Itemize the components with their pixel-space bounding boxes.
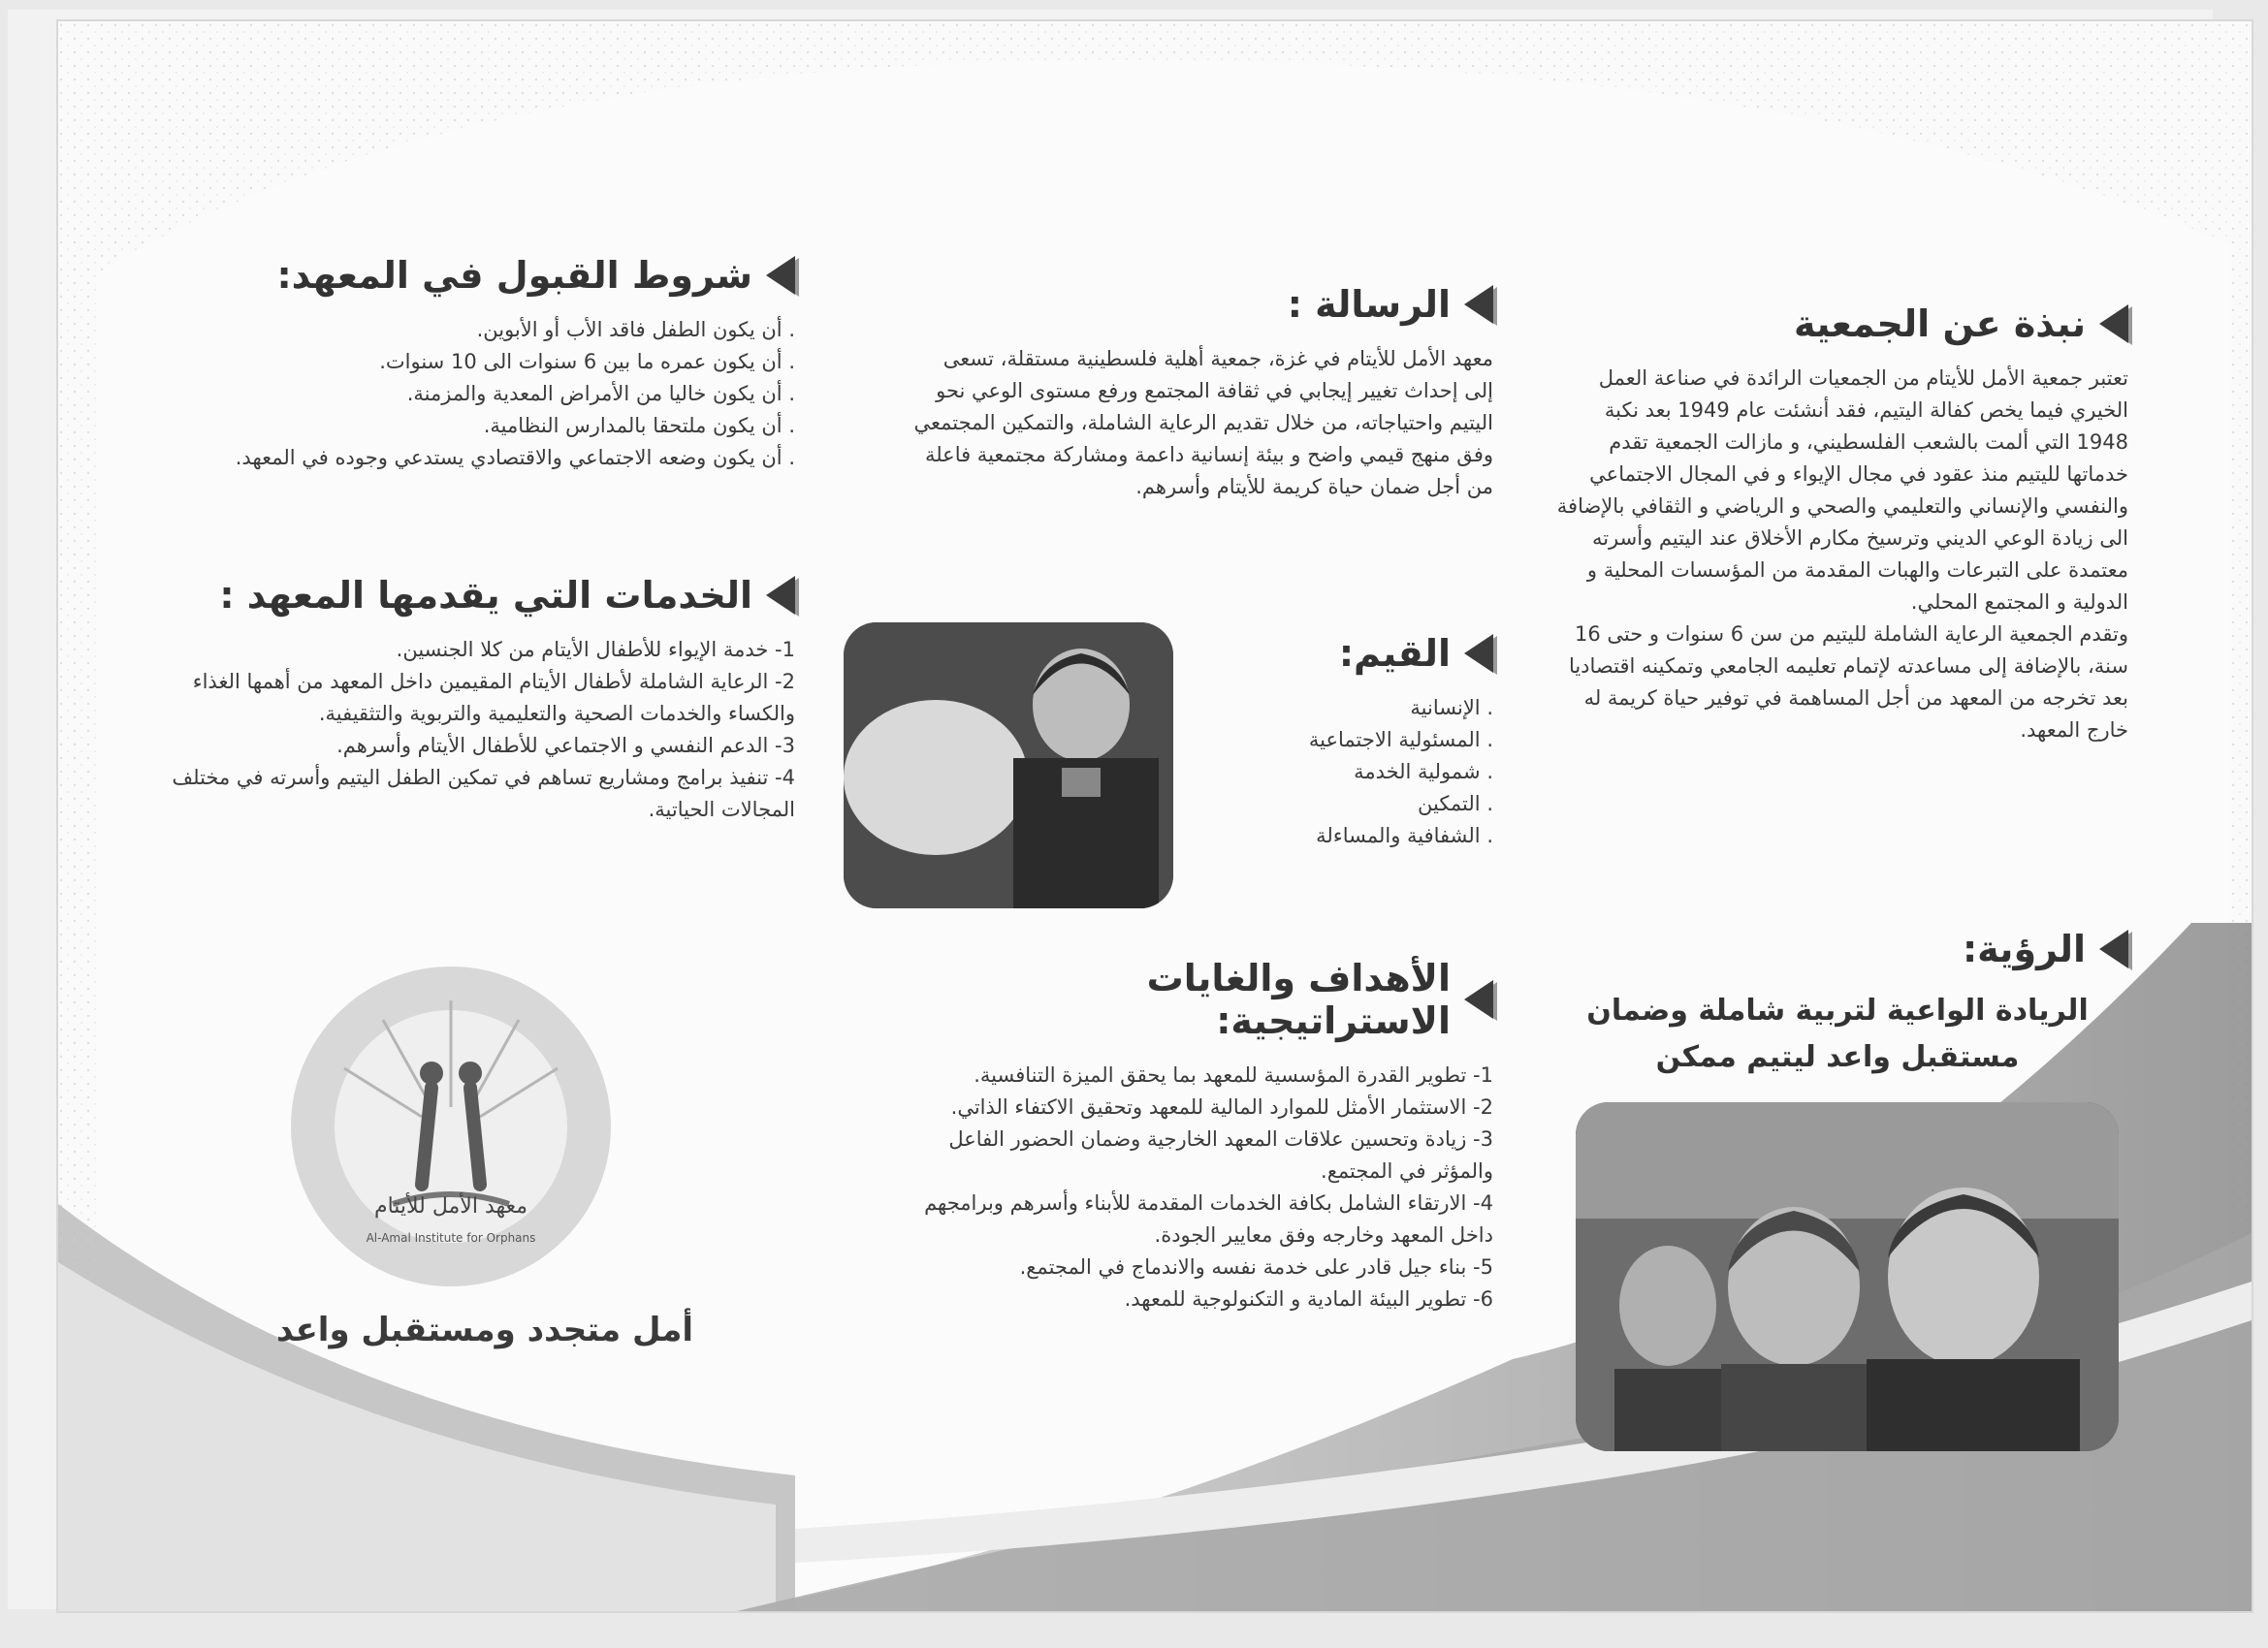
about-heading	[1547, 302, 2128, 345]
logo-arabic-name: معهد الأمل للأيتام	[373, 1194, 528, 1219]
mission-heading	[911, 283, 1493, 326]
goals-list	[911, 1060, 1493, 1315]
boy-photo	[844, 622, 1173, 908]
mission-text: معهد الأمل للأيتام في غزة، جمعية أهلية فلسطينية مستقلة، تسعى إلى إحداث تغيير إيجابي في ثقافة المجتمع ورفع مستوى الوعي نحو اليتيم واحتياجاته، من خلال تقديم الرعاية الشاملة، والتمكين المجتمعي وفق منهج قيمي واضح و بيئة إنسانية داعمة ومشاركة مجتمعية فاعلة من أجل ضمان حياة كريمة للأيتام وأسرهم.	[913, 347, 1493, 498]
services-list	[155, 634, 795, 826]
admission-title: شروط القبول في المعهد:	[276, 254, 752, 297]
children-photo-image	[1576, 1102, 2119, 1451]
brochure-page	[58, 21, 2252, 1611]
triangle-bullet-icon	[1464, 980, 1493, 1019]
goals-item: 2- الاستثمار الأمثل للموارد المالية للمعهد وتحقيق الاكتفاء الذاتي.	[950, 1095, 1493, 1119]
admission-list	[233, 314, 795, 474]
goals-heading	[911, 957, 1493, 1042]
goals-item: 5- بناء جيل قادر على خدمة نفسه والاندماج في المجتمع.	[1019, 1255, 1493, 1279]
admission-heading	[233, 254, 795, 297]
admission-item: . أن يكون خاليا من الأمراض المعدية والمزمنة.	[233, 378, 795, 410]
values-title: القيم:	[1338, 632, 1451, 675]
values-section	[1202, 632, 1493, 852]
vision-title: الرؤية:	[1962, 928, 2086, 970]
services-title: الخدمات التي يقدمها المعهد :	[219, 574, 752, 617]
goals-item: 4- الارتقاء الشامل بكافة الخدمات المقدمة للأبناء وأسرهم وبرامجهم داخل المعهد وخارجه وفق معايير الجودة.	[924, 1191, 1493, 1247]
values-list	[1202, 692, 1493, 852]
values-item: . التمكين	[1202, 788, 1493, 820]
services-item: 3- الدعم النفسي و الاجتماعي للأطفال الأيتام وأسرهم.	[336, 734, 795, 757]
goals-item: 1- تطوير القدرة المؤسسية للمعهد بما يحقق الميزة التنافسية.	[974, 1063, 1493, 1087]
triangle-bullet-icon	[766, 256, 795, 295]
about-paragraph-1: تعتبر جمعية الأمل للأيتام من الجمعيات الرائدة في صناعة العمل الخيري فيما يخص كفالة اليتيم، فقد أنشئت عام 1949 بعد نكبة 1948 التي ألمت بالشعب الفلسطيني، و مازالت الجمعية تقدم خدماتها لليتيم منذ عقود في مجال الإيواء و في المجال الاجتماعي والنفسي والإنساني والتعليمي والصحي و الرياضي و الثقافي بالإضافة الى زيادة الوعي الديني وترسيخ مكارم الأخلاق عند اليتيم وأسرته معتمدة على التبرعات والهبات المقدمة من المؤسسات المحلية و الدولية و المجتمع المحلي.	[1556, 366, 2128, 614]
about-title: نبذة عن الجمعية	[1794, 302, 2086, 345]
triangle-bullet-icon	[766, 576, 795, 615]
values-item: . المسئولية الاجتماعية	[1202, 724, 1493, 756]
children-photo	[1576, 1102, 2119, 1451]
boy-photo-image	[844, 622, 1173, 908]
admission-item: . أن يكون عمره ما بين 6 سنوات الى 10 سنوات.	[233, 346, 795, 378]
values-item: . شمولية الخدمة	[1202, 756, 1493, 788]
vision-section	[1547, 928, 2128, 1081]
institute-logo	[286, 962, 616, 1291]
mission-title: الرسالة :	[1287, 283, 1451, 326]
triangle-bullet-icon	[1464, 285, 1493, 324]
admission-section	[233, 254, 795, 474]
vision-line-1: الريادة الواعية لتربية شاملة وضمان	[1586, 994, 2089, 1028]
values-heading	[1202, 632, 1493, 675]
values-item: . الشفافية والمساءلة	[1202, 820, 1493, 852]
vision-heading	[1547, 928, 2128, 970]
logo-english-name: Al-Amal Institute for Orphans	[366, 1231, 536, 1245]
mission-section	[911, 283, 1493, 503]
services-item: 1- خدمة الإيواء للأطفال الأيتام من كلا الجنسين.	[396, 638, 795, 661]
services-section	[155, 574, 795, 826]
goals-item: 3- زيادة وتحسين علاقات المعهد الخارجية وضمان الحضور الفاعل والمؤثر في المجتمع.	[948, 1127, 1493, 1183]
tagline: أمل متجدد ومستقبل واعد	[275, 1311, 694, 1349]
admission-item: . أن يكون الطفل فاقد الأب أو الأبوين.	[233, 314, 795, 346]
values-item: . الإنسانية	[1202, 692, 1493, 724]
services-item: 4- تنفيذ برامج ومشاريع تساهم في تمكين الطفل اليتيم وأسرته في مختلف المجالات الحياتية.	[172, 766, 795, 821]
admission-item: . أن يكون وضعه الاجتماعي والاقتصادي يستدعي وجوده في المعهد.	[233, 442, 795, 474]
goals-section	[911, 957, 1493, 1315]
triangle-bullet-icon	[1464, 634, 1493, 673]
triangle-bullet-icon	[2099, 930, 2128, 968]
admission-item: . أن يكون ملتحقا بالمدارس النظامية.	[233, 410, 795, 442]
services-item: 2- الرعاية الشاملة لأطفال الأيتام المقيمين داخل المعهد من أهمها الغذاء والكساء والخدمات الصحية والتعليمية والتربوية والتثقيفية.	[192, 670, 795, 725]
about-section	[1547, 302, 2128, 746]
triangle-bullet-icon	[2099, 304, 2128, 343]
about-paragraph-2: وتقدم الجمعية الرعاية الشاملة لليتيم من سن 6 سنوات و حتى 16 سنة، بالإضافة إلى مساعدته لإتمام تعليمه الجامعي وتمكينه اقتصاديا بعد تخرجه من المعهد من أجل المساهمة في توفير حياة كريمة له خارج المعهد.	[1568, 622, 2128, 742]
services-heading	[155, 574, 795, 617]
vision-line-2: مستقبل واعد ليتيم ممكن	[1655, 1040, 2020, 1074]
goals-title: الأهداف والغايات الاستراتيجية:	[1146, 957, 1451, 1042]
goals-item: 6- تطوير البيئة المادية و التكنولوجية للمعهد.	[1124, 1287, 1493, 1311]
